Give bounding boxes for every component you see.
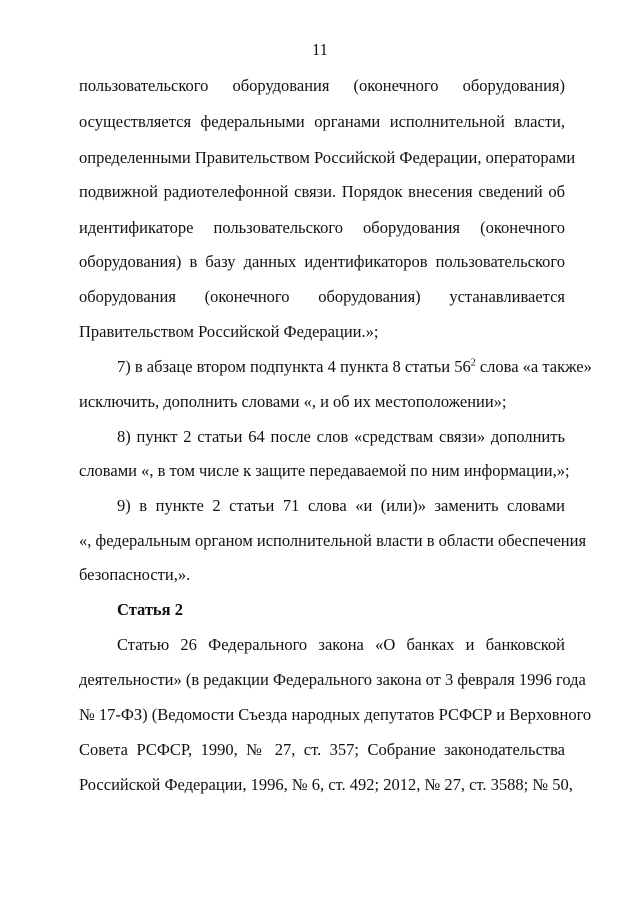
text-line: № 17-ФЗ) (Ведомости Съезда народных депутатов РСФСР и Верховного [79,705,592,724]
paragraph-first-line [117,357,592,377]
superscript: 2 [470,357,476,369]
text-line: «, федеральным органом исполнительной власти в области обеспечения [79,531,587,550]
paragraph-first-line: Статью 26 Федерального закона «О банках и банковской [117,635,565,654]
paragraph-first-line: 9) в пункте 2 статьи 71 слова «и (или)» заменить словами [117,496,565,515]
text-line: Правительством Российской Федерации.»; [79,322,379,341]
text-span: 7) в абзаце втором подпункта 4 пункта 8 статьи 56 [117,357,471,376]
text-line: подвижной радиотелефонной связи. Порядок внесения сведений об [79,182,565,201]
text-line: идентификаторе пользовательского оборудования (оконечного [79,218,565,237]
paragraph-first-line: 8) пункт 2 статьи 64 после слов «средствам связи» дополнить [117,427,565,446]
text-line: словами «, в том числе к защите передаваемой по ним информации,»; [79,461,570,480]
text-line: Российской Федерации, 1996, № 6, ст. 492; 2012, № 27, ст. 3588; № 50, [79,775,573,794]
text-span: слова «а также» [475,357,592,376]
text-line: безопасности,». [79,565,191,584]
text-line: Совета РСФСР, 1990, № 27, ст. 357; Собрание законодательства [79,740,565,759]
article-heading: Статья 2 [117,600,183,619]
page-number: 11 [312,40,328,59]
text-line: осуществляется федеральными органами исполнительной власти, [79,112,565,131]
text-line: пользовательского оборудования (оконечного оборудования) [79,76,565,95]
text-line: деятельности» (в редакции Федерального закона от 3 февраля 1996 года [79,670,586,689]
text-line: оборудования (оконечного оборудования) устанавливается [79,287,565,306]
text-line: определенными Правительством Российской Федерации, операторами [79,148,576,167]
text-line: оборудования) в базу данных идентификаторов пользовательского [79,252,565,271]
text-line: исключить, дополнить словами «, и об их местоположении»; [79,392,507,411]
